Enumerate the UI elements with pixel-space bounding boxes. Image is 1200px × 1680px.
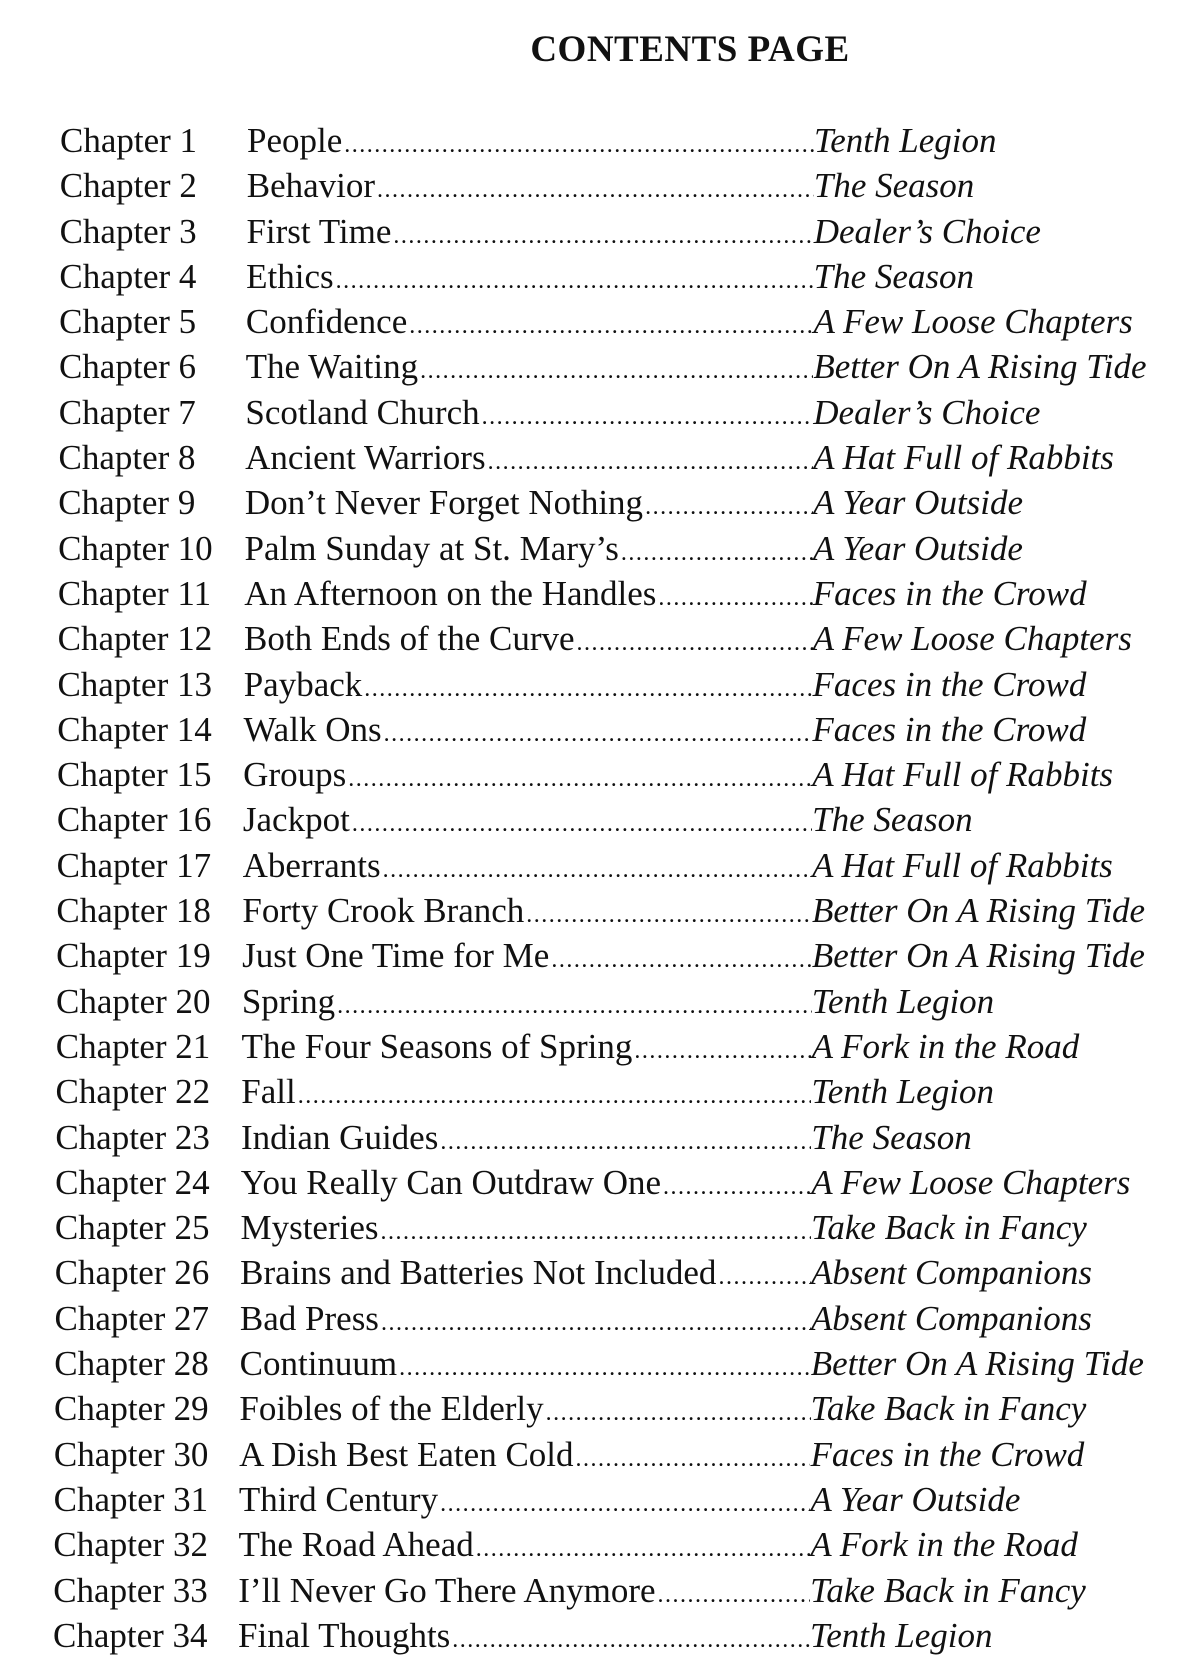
- chapter-title: Continuum: [239, 1344, 398, 1384]
- toc-row: [0, 254, 1200, 299]
- title-with-leader: [238, 1568, 810, 1618]
- dot-leader: [393, 214, 813, 259]
- title-with-leader: [244, 662, 813, 712]
- chapter-title: The Road Ahead: [238, 1525, 474, 1565]
- dot-leader: [482, 395, 814, 440]
- title-with-leader: [240, 1250, 811, 1300]
- toc-row: [0, 1341, 1200, 1386]
- title-with-leader: [243, 707, 812, 757]
- chapter-number: Chapter 12: [57, 619, 213, 659]
- toc-row: [0, 1115, 1200, 1160]
- title-with-leader: [244, 571, 813, 621]
- chapter-number: Chapter 23: [55, 1117, 210, 1157]
- chapter-title: Scotland Church: [245, 392, 480, 432]
- source-book: Tenth Legion: [811, 1072, 994, 1112]
- toc-row: [0, 1296, 1200, 1341]
- chapter-title: Don’t Never Forget Nothing: [244, 483, 644, 523]
- dot-leader: [476, 1527, 810, 1572]
- dot-leader: [621, 531, 813, 576]
- chapter-title: An Afternoon on the Handles: [244, 573, 657, 613]
- source-book: The Season: [813, 256, 975, 296]
- dot-leader: [336, 259, 814, 304]
- toc-row: [0, 843, 1200, 888]
- chapter-number: Chapter 18: [56, 891, 211, 931]
- source-book: A Year Outside: [813, 483, 1024, 523]
- toc-row: [0, 1024, 1200, 1069]
- source-book: Faces in the Crowd: [812, 709, 1087, 749]
- dot-leader: [298, 1074, 812, 1119]
- chapter-title: Payback: [243, 664, 363, 704]
- chapter-title: People: [247, 121, 343, 160]
- source-book: Absent Companions: [810, 1253, 1092, 1293]
- title-with-leader: [245, 480, 813, 530]
- source-book: The Season: [813, 166, 975, 206]
- toc-row: [0, 1160, 1200, 1205]
- chapter-number: Chapter 30: [53, 1434, 209, 1474]
- chapter-title: You Really Can Outdraw One: [240, 1162, 662, 1202]
- dot-leader: [383, 848, 812, 893]
- title-with-leader: [240, 1205, 811, 1255]
- chapter-title: Just One Time for Me: [242, 936, 550, 976]
- chapter-title: Spring: [241, 981, 336, 1021]
- dot-leader: [634, 1029, 811, 1074]
- title-with-leader: [240, 1296, 811, 1346]
- dot-leader: [348, 757, 812, 802]
- dot-leader: [718, 1255, 811, 1300]
- chapter-number: Chapter 1: [60, 121, 198, 160]
- source-book: The Season: [811, 1117, 972, 1157]
- chapter-number: Chapter 22: [55, 1072, 211, 1112]
- chapter-title: Fall: [241, 1072, 296, 1112]
- title-with-leader: [244, 616, 813, 666]
- toc-row: [0, 435, 1200, 480]
- chapter-number: Chapter 17: [56, 845, 212, 885]
- chapter-title: Aberrants: [242, 845, 381, 885]
- title-with-leader: [245, 435, 813, 485]
- title-with-leader: [242, 979, 812, 1029]
- dot-leader: [658, 1573, 811, 1618]
- chapter-title: Walk Ons: [243, 709, 382, 749]
- dot-leader: [577, 621, 813, 666]
- toc-row: [0, 163, 1200, 208]
- dot-leader: [399, 1346, 811, 1391]
- chapter-title: Confidence: [245, 302, 408, 342]
- dot-leader: [344, 123, 814, 168]
- source-book: Tenth Legion: [814, 121, 997, 160]
- dot-leader: [381, 1301, 811, 1346]
- chapter-title: Third Century: [238, 1479, 439, 1519]
- toc-row: [0, 1568, 1200, 1613]
- toc-row: [0, 752, 1200, 797]
- title-with-leader: [242, 933, 812, 983]
- chapter-number: Chapter 27: [54, 1298, 210, 1338]
- dot-leader: [551, 938, 811, 983]
- source-book: Better On A Rising Tide: [810, 1344, 1144, 1384]
- title-with-leader: [243, 752, 812, 802]
- dot-leader: [546, 1391, 811, 1436]
- toc-row: [0, 1477, 1200, 1522]
- chapter-number: Chapter 6: [58, 347, 196, 387]
- title-with-leader: [239, 1386, 810, 1436]
- title-with-leader: [242, 888, 812, 938]
- source-book: A Year Outside: [810, 1479, 1021, 1519]
- dot-leader: [381, 1210, 812, 1255]
- chapter-number: Chapter 28: [54, 1344, 209, 1384]
- title-with-leader: [241, 1160, 811, 1210]
- source-book: A Hat Full of Rabbits: [812, 755, 1114, 795]
- title-with-leader: [241, 1069, 811, 1119]
- dot-leader: [440, 1482, 810, 1527]
- source-book: A Hat Full of Rabbits: [813, 438, 1114, 478]
- dot-leader: [663, 1165, 811, 1210]
- title-with-leader: [246, 299, 814, 349]
- source-book: Take Back in Fancy: [811, 1208, 1087, 1248]
- chapter-number: Chapter 16: [56, 800, 212, 840]
- dot-leader: [337, 984, 812, 1029]
- chapter-title: Groups: [243, 755, 347, 795]
- dot-leader: [352, 802, 812, 847]
- toc-row: [0, 616, 1200, 661]
- source-book: A Fork in the Road: [811, 1026, 1080, 1066]
- dot-leader: [364, 667, 812, 712]
- toc-row: [0, 118, 1200, 163]
- chapter-title: I’ll Never Go There Anymore: [238, 1570, 656, 1610]
- toc-row: [0, 662, 1200, 707]
- chapter-title: Jackpot: [242, 800, 350, 840]
- title-with-leader: [246, 254, 813, 304]
- chapter-title: Ancient Warriors: [245, 438, 486, 478]
- chapter-title: Brains and Batteries Not Included: [240, 1253, 717, 1293]
- dot-leader: [645, 485, 813, 530]
- source-book: Absent Companions: [810, 1298, 1092, 1338]
- source-book: A Year Outside: [812, 528, 1023, 568]
- toc-row: [0, 344, 1200, 389]
- title-with-leader: [239, 1522, 811, 1572]
- toc-row: [0, 707, 1200, 752]
- chapter-title: Indian Guides: [241, 1117, 439, 1157]
- source-book: Dealer’s Choice: [813, 211, 1041, 251]
- chapter-number: Chapter 32: [53, 1525, 208, 1565]
- title-with-leader: [238, 1613, 810, 1663]
- title-with-leader: [245, 526, 813, 576]
- table-of-contents: [0, 118, 1200, 1658]
- chapter-title: First Time: [246, 211, 392, 251]
- chapter-number: Chapter 10: [58, 528, 213, 568]
- chapter-title: Behavior: [246, 166, 376, 206]
- page-title: CONTENTS PAGE: [530, 29, 850, 70]
- chapter-number: Chapter 25: [54, 1208, 210, 1248]
- chapter-title: Both Ends of the Curve: [244, 619, 575, 659]
- toc-row: [0, 526, 1200, 571]
- source-book: Take Back in Fancy: [810, 1570, 1086, 1610]
- chapter-number: Chapter 19: [56, 936, 211, 976]
- toc-row: [0, 979, 1200, 1024]
- toc-row: [0, 1069, 1200, 1114]
- title-with-leader: [239, 1432, 810, 1482]
- source-book: Faces in the Crowd: [810, 1434, 1085, 1474]
- title-with-leader: [240, 1341, 811, 1391]
- source-book: A Few Loose Chapters: [811, 1162, 1131, 1202]
- toc-row: [0, 797, 1200, 842]
- dot-leader: [488, 440, 814, 485]
- title-with-leader: [243, 797, 812, 847]
- chapter-title: Mysteries: [240, 1208, 379, 1248]
- title-with-leader: [239, 1477, 811, 1527]
- chapter-number: Chapter 21: [55, 1026, 211, 1066]
- source-book: Faces in the Crowd: [812, 664, 1087, 704]
- chapter-title: Forty Crook Branch: [242, 891, 525, 931]
- dot-leader: [409, 304, 813, 349]
- toc-row: [0, 933, 1200, 978]
- title-with-leader: [243, 843, 812, 893]
- source-book: Tenth Legion: [810, 1615, 993, 1655]
- title-with-leader: [242, 1024, 812, 1074]
- chapter-title: Ethics: [246, 256, 334, 296]
- chapter-number: Chapter 33: [53, 1570, 208, 1610]
- title-with-leader: [246, 344, 814, 394]
- chapter-title: Bad Press: [239, 1298, 379, 1338]
- source-book: Better On A Rising Tide: [813, 347, 1147, 387]
- toc-row: [0, 1205, 1200, 1250]
- chapter-number: Chapter 20: [55, 981, 211, 1021]
- title-with-leader: [245, 390, 813, 440]
- chapter-number: Chapter 5: [59, 302, 197, 342]
- chapter-number: Chapter 3: [59, 211, 197, 251]
- chapter-title: Foibles of the Elderly: [239, 1389, 544, 1429]
- chapter-number: Chapter 2: [59, 166, 197, 206]
- chapter-number: Chapter 11: [57, 573, 212, 613]
- toc-row: [0, 571, 1200, 616]
- source-book: Better On A Rising Tide: [811, 891, 1146, 931]
- toc-row: [0, 480, 1200, 525]
- chapter-title: Palm Sunday at St. Mary’s: [244, 528, 619, 568]
- source-book: The Season: [812, 800, 973, 840]
- toc-row: [0, 209, 1200, 254]
- toc-row: [0, 390, 1200, 435]
- title-with-leader: [246, 209, 813, 259]
- dot-leader: [420, 349, 813, 394]
- chapter-number: Chapter 34: [53, 1615, 208, 1655]
- dot-leader: [377, 168, 814, 213]
- chapter-number: Chapter 7: [58, 392, 196, 432]
- chapter-number: Chapter 31: [53, 1479, 209, 1519]
- chapter-number: Chapter 14: [57, 709, 212, 749]
- source-book: Faces in the Crowd: [812, 573, 1087, 613]
- source-book: A Few Loose Chapters: [813, 302, 1133, 342]
- source-book: A Few Loose Chapters: [812, 619, 1132, 659]
- dot-leader: [384, 712, 813, 757]
- chapter-title: Final Thoughts: [238, 1615, 451, 1655]
- toc-row: [0, 1613, 1200, 1658]
- chapter-number: Chapter 26: [54, 1253, 210, 1293]
- source-book: A Hat Full of Rabbits: [812, 845, 1113, 885]
- toc-row: [0, 1250, 1200, 1295]
- source-book: Dealer’s Choice: [813, 392, 1041, 432]
- source-book: Tenth Legion: [811, 981, 995, 1021]
- chapter-number: Chapter 24: [55, 1162, 210, 1202]
- dot-leader: [576, 1437, 811, 1482]
- chapter-number: Chapter 29: [54, 1389, 209, 1429]
- dot-leader: [440, 1120, 811, 1165]
- toc-row: [0, 888, 1200, 933]
- toc-row: [0, 1386, 1200, 1431]
- toc-row: [0, 299, 1200, 344]
- chapter-title: The Waiting: [245, 347, 419, 387]
- dot-leader: [658, 576, 812, 621]
- title-with-leader: [247, 118, 814, 168]
- chapter-number: Chapter 13: [57, 664, 212, 704]
- dot-leader: [452, 1618, 810, 1663]
- chapter-number: Chapter 8: [58, 438, 196, 478]
- chapter-title: The Four Seasons of Spring: [241, 1026, 633, 1066]
- toc-row: [0, 1432, 1200, 1477]
- source-book: Take Back in Fancy: [810, 1389, 1087, 1429]
- title-with-leader: [247, 163, 814, 213]
- chapter-title: A Dish Best Eaten Cold: [239, 1434, 574, 1474]
- chapter-number: Chapter 4: [59, 256, 197, 296]
- dot-leader: [526, 893, 812, 938]
- chapter-number: Chapter 9: [58, 483, 196, 523]
- source-book: Better On A Rising Tide: [811, 936, 1145, 976]
- source-book: A Fork in the Road: [810, 1525, 1078, 1565]
- title-with-leader: [241, 1115, 811, 1165]
- toc-row: [0, 1522, 1200, 1567]
- chapter-number: Chapter 15: [57, 755, 212, 795]
